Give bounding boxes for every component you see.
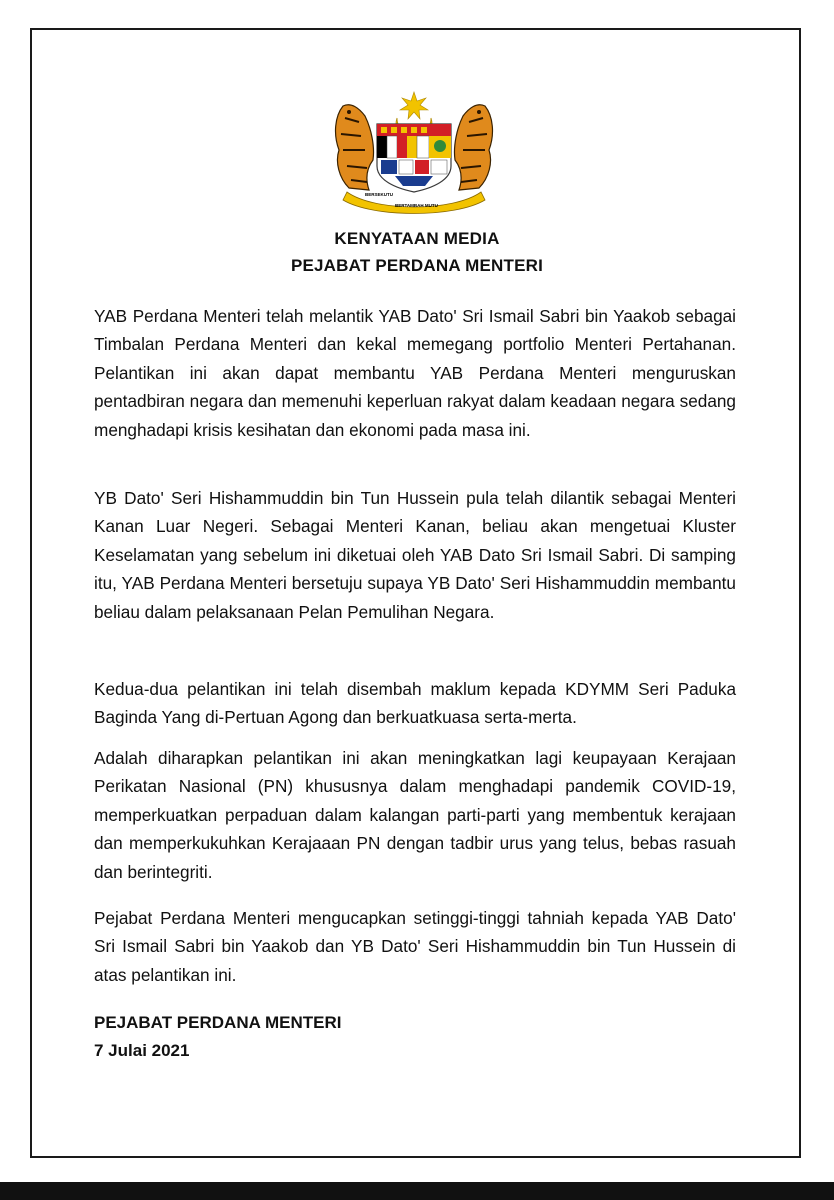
paragraph-5: Pejabat Perdana Menteri mengucapkan setinggi-tinggi tahniah kepada YAB Dato' Sri Ismail Sabri bin Yaakob dan YB Dato' Seri Hishammuddin bin Tun Hussein di atas pelantikan ini. [94,908,736,985]
paragraph-4: Adalah diharapkan pelantikan ini akan meningkatkan lagi keupayaan Kerajaan Perikatan Nasional (PN) khususnya dalam menghadapi pandemik COVID-19, memperkuatkan perpaduan dalam kalangan parti-parti yang membentuk kerajaan dan memperkukuhkan Kerajaaan PN dengan tadbir urus yang telus, bebas rasuah dan berintegriti. [94,748,736,882]
signature-date: 7 Julai 2021 [94,1041,190,1060]
shield-icon [377,124,451,192]
svg-text:BERSEKUTU: BERSEKUTU [365,192,394,197]
heading-media-statement: KENYATAAN MEDIA [334,229,500,248]
signature-office: PEJABAT PERDANA MENTERI [94,1013,342,1032]
paragraph-3: Kedua-dua pelantikan ini telah disembah maklum kepada KDYMM Seri Paduka Baginda Yang di-Pertuan Agong dan berkuatkuasa serta-merta. [94,679,736,728]
motto-ribbon-icon [343,192,485,214]
coat-of-arms-icon [325,88,503,216]
left-tiger-icon [336,105,374,190]
svg-text:BERTAMBAH MUTU: BERTAMBAH MUTU [395,203,438,208]
right-tiger-icon [454,105,492,190]
paragraph-1: YAB Perdana Menteri telah melantik YAB Dato' Sri Ismail Sabri bin Yaakob sebagai Timbalan Perdana Menteri dan kekal memegang portfolio Menteri Pertahanan. Pelantikan ini akan dapat membantu YAB Perdana Menteri menguruskan pentadbiran negara dan memenuhi keperluan rakyat dalam keadaan negara sedang menghadapi krisis kesihatan dan ekonomi pada masa ini. [94,306,736,440]
heading-office: PEJABAT PERDANA MENTERI [290,256,544,275]
bottom-bar [0,1182,834,1200]
paragraph-2: YB Dato' Seri Hishammuddin bin Tun Hussein pula telah dilantik sebagai Menteri Kanan Luar Negeri. Sebagai Menteri Kanan, beliau akan mengetuai Kluster Keselamatan yang sebelum ini diketuai oleh YAB Dato Sri Ismail Sabri. Di samping itu, YAB Perdana Menteri bersetuju supaya YB Dato' Seri Hishammuddin membantu beliau dalam pelaksanaan Pelan Pemulihan Negara. [94,488,736,622]
